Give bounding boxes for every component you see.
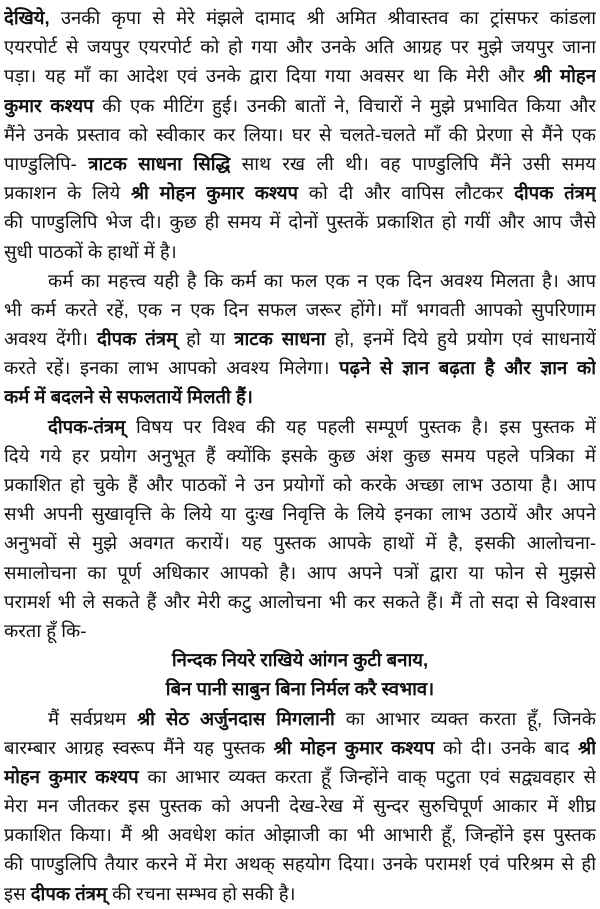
bold-text: दीपक-तंत्रम् (48, 415, 126, 437)
bold-text: निन्दक नियरे राखिये आंगन कुटी बनाय, (171, 649, 429, 671)
text-line (4, 704, 596, 733)
text-segment: सुधी पाठकों के हाथों में है। (4, 240, 177, 262)
text-segment: की एक मीटिंग हुई। उनकी बातों ने, विचारों ने मुझे प्रभावित किया और (93, 94, 596, 116)
text-segment: साथ रख ली थी। वह पाण्डुलिपि मैंने उसी समय (230, 152, 596, 174)
text-line (4, 616, 596, 645)
bold-text: कर्म में बदलने से सफलतायें मिलती हैं। (4, 386, 253, 408)
bold-text: श्री सेठ अर्जुनदास मिगलानी (137, 707, 335, 729)
text-segment: पाण्डुलिपि- (4, 152, 89, 174)
text-segment: को दी और वापिस लौटकर (298, 182, 515, 204)
text-segment: का आभार व्यक्त करता हूँ जिन्होंने वाक् पटुता एवं सद्व्यवहार से (138, 765, 596, 787)
text-line (4, 733, 596, 762)
bold-text: त्राटक साधना सिद्धि (88, 152, 231, 174)
text-segment: हो या (177, 328, 235, 350)
text-segment: का आभार व्यक्त करता हूँ, जिनके (334, 707, 596, 729)
bold-text: दीपक तंत्रम् (514, 182, 596, 204)
bold-text: श्री मोहन (533, 65, 596, 87)
bold-text: श्री मोहन कुमार कश्यप (273, 736, 435, 758)
text-line (4, 207, 596, 236)
text-segment: प्रकाशित किया। मैं श्री अवधेश कांत ओझाजी का भी आभारी हूँ, जिन्होंने इस पुस्तक (4, 824, 596, 846)
bold-text: त्राटक साधना (234, 328, 326, 350)
text-segment: भी कर्म करते रहें, एक न एक दिन सफल जरूर होंगे। माँ भगवती आपको सुपरिणाम (4, 298, 596, 320)
text-segment: की रचना सम्भव हो सकी है। (107, 882, 296, 904)
text-segment: कर्म का महत्त्व यही है कि कर्म का फल एक न एक दिन अवश्य मिलता है। आप (48, 269, 596, 291)
text-line (4, 91, 596, 120)
text-line (4, 791, 596, 820)
bold-text: बिन पानी साबुन बिना निर्मल करै स्वभाव। (165, 678, 435, 700)
bold-text: दीपक तंत्रम् (30, 882, 108, 904)
bold-text: पढ़ने से ज्ञान बढ़ता है और ज्ञान को (339, 357, 596, 379)
text-line (4, 237, 596, 266)
text-line (4, 149, 596, 178)
text-segment: समालोचना का पूर्ण अधिकार आपको है। आप अपने पत्रों द्वारा या फोन से मुझसे (4, 561, 596, 583)
text-segment: हो, इनमें दिये हुये प्रयोग एवं साधनायें (325, 328, 596, 350)
text-line (4, 178, 596, 207)
text-line (4, 849, 596, 878)
text-line (4, 879, 596, 908)
bold-text: श्री (578, 736, 596, 758)
text-line (4, 32, 596, 61)
text-line (4, 295, 596, 324)
text-line (4, 762, 596, 791)
bold-text: देखिये, (4, 7, 50, 28)
text-line (4, 499, 596, 528)
text-segment: इस (4, 882, 31, 904)
bold-text: दीपक तंत्रम् (97, 328, 178, 350)
text-segment: विषय पर विश्व की यह पहली सम्पूर्ण पुस्तक है। इस पुस्तक में (125, 415, 596, 437)
text-line (4, 412, 596, 441)
text-line (4, 382, 596, 411)
bold-text: श्री मोहन कुमार कश्यप (130, 182, 299, 204)
text-segment: अवश्य देंगी। (4, 328, 98, 350)
text-segment: मेरा मन जीतकर इस पुस्तक को अपनी देख-रेख में सुन्दर सुरुचिपूर्ण आकार में शीघ्र (4, 795, 596, 817)
text-line (4, 120, 596, 149)
text-segment: सभी अपनी सुखावृत्ति के लिये या दुःख निवृत्ति के लिये इनका लाभ उठायें और अपने (4, 503, 596, 525)
text-segment: एयरपोर्ट से जयपुर एयरपोर्ट को हो गया और उनके अति आग्रह पर मुझे जयपुर जाना (4, 36, 596, 58)
text-segment: करता हूँ कि- (4, 619, 87, 641)
text-line (4, 470, 596, 499)
text-line (4, 61, 596, 90)
text-segment: करते रहें। इनका लाभ आपको अवश्य मिलेगा। (4, 357, 340, 379)
text-segment: बारम्बार आग्रह स्वरूप मैंने यह पुस्तक (4, 736, 274, 758)
text-line (4, 441, 596, 470)
text-segment: प्रकाशन के लिये (4, 182, 131, 204)
text-line (4, 528, 596, 557)
text-line (4, 558, 596, 587)
text-segment: पड़ा। यह माँ का आदेश एवं उनके द्वारा दिया गया अवसर था कि मेरी और (4, 65, 534, 87)
verse-line (4, 645, 596, 674)
text-segment: मैंने उनके प्रस्ताव को स्वीकार कर लिया। घर से चलते-चलते माँ की प्रेरणा से मैंने एक (4, 123, 596, 145)
text-segment: दिये गये हर प्रयोग अनुभूत हैं क्योंकि इसके कुछ अंश कुछ समय पहले पत्रिका में (4, 444, 596, 466)
page-text-body (4, 3, 596, 908)
text-segment: की पाण्डुलिपि भेज दी। कुछ ही समय में दोनों पुस्तकें प्रकाशित हो गयीं और आप जैसे (4, 211, 596, 233)
text-line (4, 353, 596, 382)
text-segment: परामर्श भी ले सकते हैं और मेरी कटु आलोचना भी कर सकते हैं। मैं तो सदा से विश्वास (4, 590, 596, 612)
text-segment: प्रकाशित हो चुके हैं और पाठकों ने उन प्रयोगों को करके अच्छा लाभ उठाया है। आप (4, 474, 596, 495)
text-segment: उनकी कृपा से मेरे मंझले दामाद श्री अमित श्रीवास्तव का ट्रांसफर कांडला (49, 7, 596, 28)
text-segment: को दी। उनके बाद (434, 736, 579, 758)
text-segment: अनुभवों से मुझे अवगत करायें। यह पुस्तक आपके हाथों में है, इसकी आलोचना- (4, 532, 596, 554)
text-line (4, 3, 596, 32)
text-line (4, 587, 596, 616)
bold-text: मोहन कुमार कश्यप (4, 765, 139, 787)
bold-text: कुमार कश्यप (4, 94, 94, 116)
text-segment: की पाण्डुलिपि तैयार करने में मेरा अथक् सहयोग दिया। उनके परामर्श एवं परिश्रम से ही (4, 853, 596, 875)
text-line (4, 324, 596, 353)
text-line (4, 266, 596, 295)
text-line (4, 820, 596, 849)
text-segment: मैं सर्वप्रथम (48, 707, 138, 729)
verse-line (4, 674, 596, 703)
